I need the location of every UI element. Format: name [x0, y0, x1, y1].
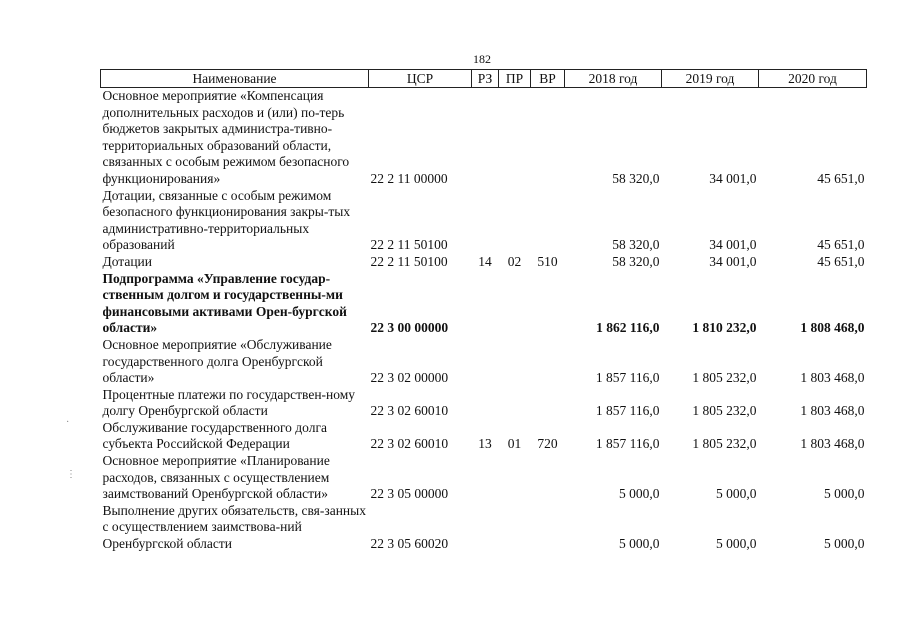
row-2019: 1 805 232,0	[692, 403, 757, 419]
row-2020: 1 803 468,0	[800, 370, 865, 386]
row-name: Основное мероприятие «Планирование расходов, связанных с осуществлением заимствований Оренбургской области»	[102, 453, 330, 502]
table-header-row	[101, 70, 867, 88]
row-2020: 45 651,0	[817, 170, 865, 186]
row-vr	[531, 337, 565, 387]
header-2020: 2020 год	[759, 70, 867, 88]
row-2018: 58 320,0	[612, 237, 660, 253]
row-2018: 1 862 116,0	[596, 320, 660, 336]
header-vr: ВР	[531, 70, 565, 88]
row-vr	[531, 503, 565, 553]
table-row	[101, 453, 867, 503]
row-rz	[472, 337, 499, 387]
row-2018: 5 000,0	[619, 486, 660, 502]
header-name: Наименование	[101, 70, 369, 88]
row-vr	[531, 88, 565, 188]
table-row	[101, 188, 867, 254]
row-pr: 01	[507, 436, 522, 452]
row-2020: 1 808 468,0	[800, 320, 865, 336]
row-rz	[472, 188, 499, 254]
row-2019: 34 001,0	[709, 237, 757, 253]
header-csr: ЦСР	[369, 70, 472, 88]
row-pr	[499, 337, 531, 387]
row-vr	[531, 453, 565, 503]
row-pr	[499, 271, 531, 337]
row-2018: 5 000,0	[619, 536, 660, 552]
row-pr	[499, 453, 531, 503]
row-csr: 22 3 02 00000	[370, 370, 449, 386]
row-name: Подпрограмма «Управление государ-ственным долгом и государственны-ми финансовыми активами Орен-бургской области»	[102, 270, 347, 336]
row-csr: 22 2 11 00000	[370, 170, 448, 186]
row-name: Основное мероприятие «Обслуживание государственного долга Оренбургской области»	[102, 336, 332, 386]
scan-margin-mark: ·	[66, 417, 70, 428]
row-2019: 34 001,0	[709, 253, 757, 269]
row-2020: 1 803 468,0	[800, 403, 865, 419]
row-pr	[499, 188, 531, 254]
row-2018: 1 857 116,0	[595, 403, 660, 419]
header-2018: 2018 год	[565, 70, 662, 88]
row-2020: 1 803 468,0	[800, 436, 865, 452]
row-2020: 45 651,0	[817, 237, 865, 253]
row-vr: 720	[537, 436, 558, 452]
table-row	[101, 88, 867, 188]
row-rz	[472, 271, 499, 337]
header-2019: 2019 год	[662, 70, 759, 88]
row-2019: 34 001,0	[709, 170, 757, 186]
budget-table	[100, 69, 867, 553]
row-csr: 22 3 05 60020	[370, 536, 449, 552]
row-csr: 22 3 02 60010	[370, 436, 449, 452]
row-2018: 58 320,0	[612, 253, 660, 269]
row-rz: 14	[478, 253, 492, 269]
table-row-subprogram	[101, 271, 867, 337]
table-row	[101, 387, 867, 420]
row-csr: 22 3 00 00000	[370, 320, 449, 336]
row-rz	[472, 88, 499, 188]
page-number: 182	[473, 52, 491, 66]
table-row	[101, 254, 867, 271]
row-name: Процентные платежи по государствен-ному долгу Оренбургской области	[102, 386, 356, 419]
row-2018: 1 857 116,0	[595, 370, 660, 386]
row-rz	[472, 387, 499, 420]
table-row	[101, 503, 867, 553]
row-pr	[499, 387, 531, 420]
row-2019: 1 805 232,0	[692, 370, 757, 386]
row-name: Основное мероприятие «Компенсация дополнительных расходов и (или) по-терь бюджетов закрытых администра-тивно-территориальных образований области, связанных с особым режимом безопасного функционирования»	[102, 88, 350, 186]
row-csr: 22 3 02 60010	[370, 403, 449, 419]
row-name: Дотации, связанные с особым режимом безопасного функционирования закры-тых административно-территориальных образований	[102, 187, 351, 253]
table-row	[101, 337, 867, 387]
row-2020: 5 000,0	[824, 536, 865, 552]
header-rz: РЗ	[472, 70, 499, 88]
row-vr	[531, 271, 565, 337]
row-rz	[472, 453, 499, 503]
scan-margin-mark: ⋮	[66, 469, 76, 480]
row-pr: 02	[507, 253, 522, 269]
row-2019: 5 000,0	[716, 486, 757, 502]
row-csr: 22 3 05 00000	[370, 486, 449, 502]
row-pr	[499, 88, 531, 188]
table-row	[101, 420, 867, 453]
row-csr: 22 2 11 50100	[370, 253, 448, 269]
row-rz	[472, 503, 499, 553]
row-name: Обслуживание государственного долга субъекта Российской Федерации	[102, 419, 327, 452]
header-pr: ПР	[499, 70, 531, 88]
row-vr: 510	[537, 253, 558, 269]
row-2018: 1 857 116,0	[595, 436, 660, 452]
row-2019: 1 810 232,0	[692, 320, 757, 336]
row-vr	[531, 188, 565, 254]
row-2020: 5 000,0	[824, 486, 865, 502]
row-name: Выполнение других обязательств, свя-занных с осуществлением заимствова-ний Оренбургской области	[102, 502, 366, 552]
row-2018: 58 320,0	[612, 170, 660, 186]
row-name: Дотации	[102, 253, 153, 269]
row-pr	[499, 503, 531, 553]
row-2020: 45 651,0	[817, 253, 865, 269]
row-2019: 5 000,0	[716, 536, 757, 552]
row-csr: 22 2 11 50100	[370, 237, 448, 253]
row-vr	[531, 387, 565, 420]
row-2019: 1 805 232,0	[692, 436, 757, 452]
row-rz: 13	[478, 436, 492, 452]
